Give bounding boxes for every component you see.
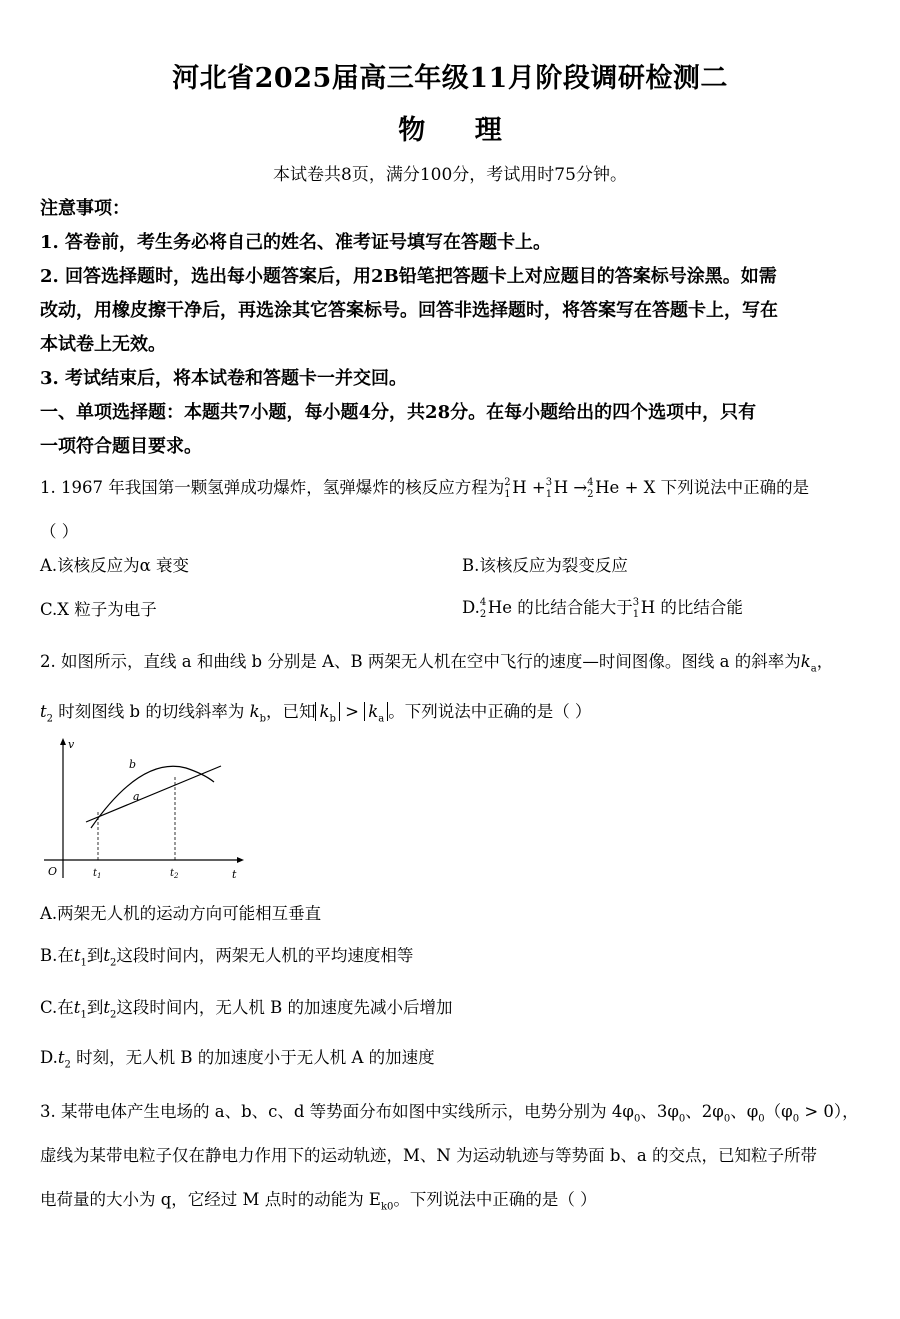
exam-info: 本试卷共8页，满分100分，考试用时75分钟。 xyxy=(273,165,627,185)
q2-option-c: C.在$t_1$到$t_2$这段时间内，无人机 B 的加速度先减小后增加 xyxy=(40,998,453,1021)
q1-stem xyxy=(40,474,809,500)
v-axis-arrow xyxy=(60,738,66,745)
v-label: v xyxy=(68,738,75,751)
section-heading-cont: 一项符合题目要求。 xyxy=(40,436,202,457)
velocity-time-graph xyxy=(36,736,246,886)
t1-label: $t_1$ xyxy=(93,868,102,880)
q1-option-b: B.该核反应为裂变反应 xyxy=(462,556,628,575)
notice-item-3: 3. 考试结束后，将本试卷和答题卡一并交回。 xyxy=(40,368,408,389)
label-a: a xyxy=(133,790,140,803)
origin-label: O xyxy=(48,865,58,878)
notice-item-2-end: 本试卷上无效。 xyxy=(40,334,166,355)
q2-stem: 2. 如图所示，直线 a 和曲线 b 分别是 A、B 两架无人机在空中飞行的速度—时间图像。图线 a 的斜率为$k_a$， xyxy=(40,652,834,675)
exam-title: 河北省2025届高三年级11月阶段调研检测二 xyxy=(172,63,728,94)
q3-stem-line2: 虚线为某带电粒子仅在静电力作用下的运动轨迹，M、N 为运动轨迹与等势面 b、a 的交点，已知粒子所带 xyxy=(40,1146,817,1165)
exam-subject: 物 理 xyxy=(398,115,502,146)
curve-b xyxy=(91,766,214,828)
q1-equation: 2 1 H + 3 1 H → 4 2 He + X xyxy=(504,476,656,500)
notice-item-2-cont: 改动，用橡皮擦干净后，再选涂其它答案标号。回答非选择题时，将答案写在答题卡上，写在 xyxy=(40,300,778,321)
q1-stem-text: 1. 1967 年我国第一颗氢弹成功爆炸，氢弹爆炸的核反应方程为 xyxy=(40,478,505,497)
section-heading: 一、单项选择题：本题共7小题，每小题4分，共28分。在每小题给出的四个选项中，只有 xyxy=(40,402,757,423)
q2-option-a: A.两架无人机的运动方向可能相互垂直 xyxy=(40,904,322,923)
notice-item-1: 1. 答卷前，考生务必将自己的姓名、准考证号填写在答题卡上。 xyxy=(40,232,552,253)
notice-item-2: 2. 回答选择题时，选出每小题答案后，用2B铅笔把答题卡上对应题目的答案标号涂黑。如需 xyxy=(40,266,777,287)
q1-option-a: A.该核反应为α 衰变 xyxy=(40,556,190,575)
q1-paren: （ ） xyxy=(40,522,79,541)
q1-stem-end: 下列说法中正确的是 xyxy=(660,478,810,497)
q1-option-c: C.X 粒子为电子 xyxy=(40,600,157,619)
q1-option-d: D. 4 2 He 的比结合能大于 3 1 H 的比结合能 xyxy=(462,596,743,620)
q2-stem-cont: $t_2$ 时刻图线 b 的切线斜率为 $k_b$，已知 $k_b > k_a$ 。下列说法中正确的是（ ） xyxy=(40,702,592,725)
t2-label: $t_2$ xyxy=(170,868,179,880)
q3-stem: 3. 某带电体产生电场的 a、b、c、d 等势面分布如图中实线所示，电势分别为 $4\varphi_0$、$3\varphi_0$、$2\varphi_0$、$\varphi_0(\varphi_0 > 0)$， xyxy=(40,1102,859,1125)
q3-stem-line3: 电荷量的大小为 q，它经过 M 点时的动能为 $E_{k0}$。下列说法中正确的是（ ） xyxy=(40,1190,597,1213)
t-label: t xyxy=(232,868,237,881)
label-b: b xyxy=(129,758,137,771)
t-axis-arrow xyxy=(237,857,244,863)
q2-option-b: B.在$t_1$到$t_2$这段时间内，两架无人机的平均速度相等 xyxy=(40,946,414,969)
q2-option-d: $D.t_2$ 时刻，无人机 B 的加速度小于无人机 A 的加速度 xyxy=(40,1048,435,1071)
notice-heading: 注意事项： xyxy=(40,198,130,219)
